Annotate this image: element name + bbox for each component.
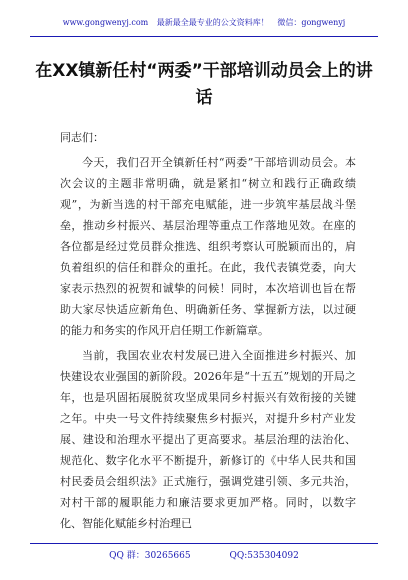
page-header [30,10,378,37]
header-slogan: 最新最全最专业的公文资料库！ [156,18,269,27]
header-site-url[interactable]: www.gongwenyj.com [62,18,149,27]
document-title: 在XX镇新任村“两委”干部培训动员会上的讲话 [35,61,373,108]
document-body [60,127,356,534]
footer-qq-group: QQ 群：30265665 [109,551,191,561]
paragraph: 今天，我们召开全镇新任村“两委”干部培训动员会。本次会议的主题非常明确，就是紧扣“树立和践行正确政绩观”，为新当选的村干部充电赋能，进一步筑牢基层战斗堡垒，推动乡村振兴、基层治理等重点工作落地见效。在座的各位都是经过党员群众推选、组织考察认可脱颖而出的，肩负着组织的信任和群众的重托。在此，我代表镇党委，向大家表示热烈的祝贺和诚挚的问候！同时，本次培训也旨在帮助大家尽快适应新角色、明确新任务、掌握新方法，以过硬的能力和务实的作风开启任期工作新篇章。 [60,156,356,337]
greeting: 同志们： [60,131,104,144]
header-wechat: 微信：gongwenyj [277,18,346,27]
paragraph: 当前，我国农业农村发展已进入全面推进乡村振兴、加快建设农业强国的新阶段。2026年是“十五五”规划的开局之年，也是巩固拓展脱贫攻坚成果同乡村振兴有效衔接的关键之年。中央一号文件持续聚焦乡村振兴，对提升乡村产业发展、建设和治理水平提出了更高要求。基层治理的法治化、规范化、数字化水平不断提升，新修订的《中华人民共和国村民委员会组织法》正式施行，强调党建引领、多元共治，对村干部的履职能力和廉洁要求更加严格。同时，以数字化、智能化赋能乡村治理已 [60,349,356,530]
footer-qq: QQ:535304092 [229,551,299,561]
page-footer [30,543,378,568]
